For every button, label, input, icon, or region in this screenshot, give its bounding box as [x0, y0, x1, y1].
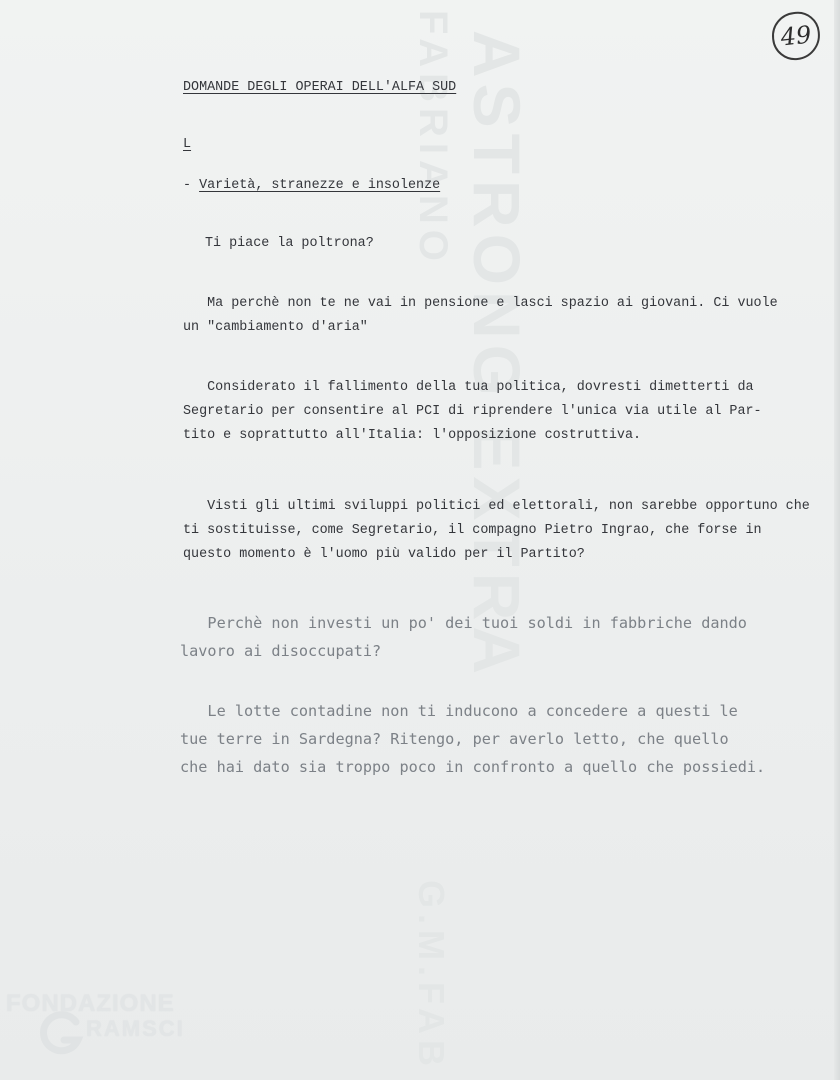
question-paragraph-2: Ma perchè non te ne vai in pensione e lasci spazio ai giovani. Ci vuole un "cambiamento d'aria" [183, 296, 778, 335]
question-paragraph-4: Visti gli ultimi sviluppi politici ed elettorali, non sarebbe opportuno che ti sostituisse, come Segretario, il compagno Pietro Ingrao, che forse in questo momento è l'uomo più valido per il Partito? [183, 499, 810, 562]
question-paragraph-3: Considerato il fallimento della tua politica, dovresti dimetterti da Segretario per consentire al PCI di riprendere l'unica via utile al Par- tito e soprattutto all'Italia: l'opposizione costruttiva. [183, 380, 762, 443]
paper-watermark-main: ASTRONG EXTRA [460, 30, 534, 681]
paper-edge [834, 0, 840, 1080]
foundation-logo-line2: RAMSCI [86, 1016, 185, 1041]
section-prefix: - [183, 178, 200, 193]
question-paragraph-1: Ti piace la poltrona? [205, 236, 374, 251]
section-title-text: Varietà, stranezze e insolenze [199, 178, 441, 193]
section-title [183, 178, 440, 193]
paper-watermark-small: G.M.FAB [411, 880, 452, 1072]
page-number: 49 [770, 10, 823, 63]
section-letter: L [183, 137, 192, 152]
foundation-logo-line1: FONDAZIONE [6, 990, 175, 1017]
question-paragraph-6: Le lotte contadine non ti inducono a concedere a questi le tue terre in Sardegna? Ritengo, per averlo letto, che quello che hai dato sia troppo poco in confronto a quello che possiedi. [180, 702, 766, 776]
question-paragraph-5: Perchè non investi un po' dei tuoi soldi in fabbriche dando lavoro ai disoccupati? [180, 614, 747, 660]
document-title: DOMANDE DEGLI OPERAI DELL'ALFA SUD [183, 80, 457, 95]
paper-watermark-sub: FABRIANO [411, 10, 455, 267]
foundation-g-mark-icon [36, 1008, 86, 1058]
foundation-logo [6, 986, 206, 1056]
